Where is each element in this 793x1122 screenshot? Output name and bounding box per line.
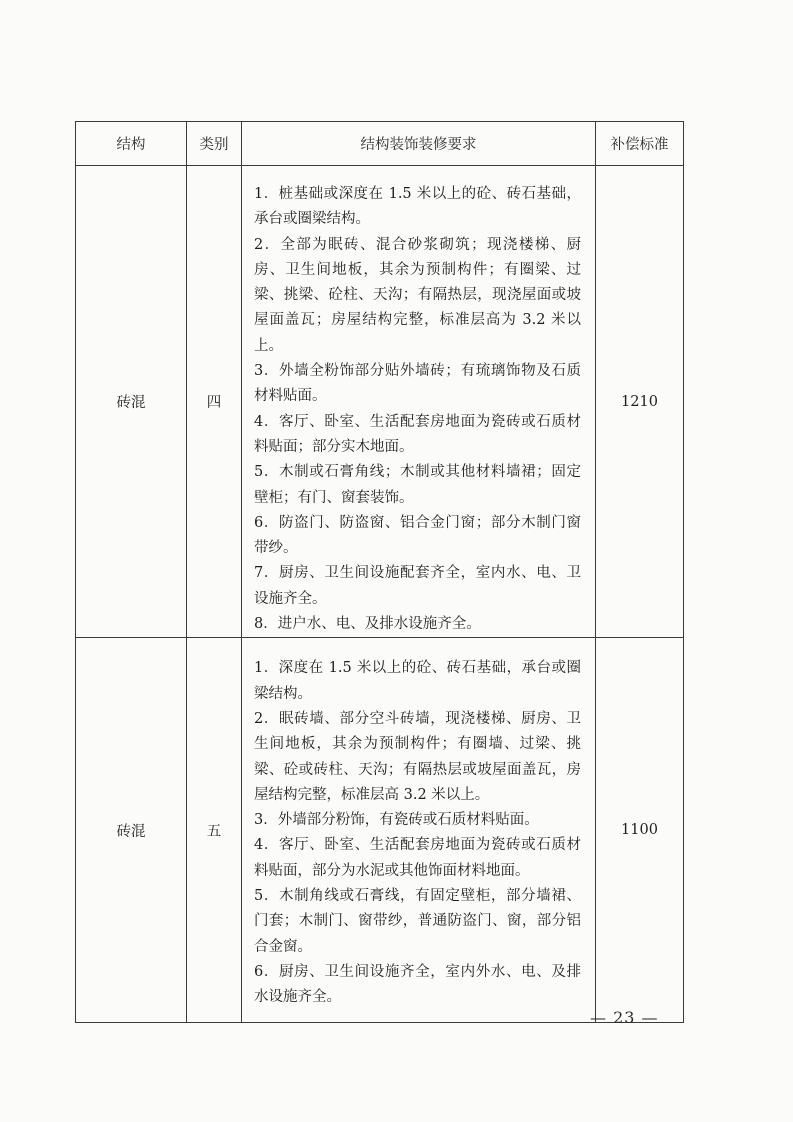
- header-requirements: 结构装饰装修要求: [242, 122, 596, 166]
- header-standard: 补偿标准: [596, 122, 684, 166]
- requirement-item: 7．厨房、卫生间设施配套齐全，室内水、电、卫设施齐全。: [254, 565, 581, 607]
- requirement-item: 4．客厅、卧室、生活配套房地面为瓷砖或石质材料贴面，部分为水泥或其他饰面材料地面。: [254, 837, 581, 879]
- requirement-item: 1．深度在 1.5 米以上的砼、砖石基础，承台或圈梁结构。: [254, 660, 581, 702]
- requirement-item: 1．桩基础或深度在 1.5 米以上的砼、砖石基础，承台或圈梁结构。: [254, 186, 581, 228]
- requirement-item: 2．眠砖墙、部分空斗砖墙，现浇楼梯、厨房、卫生间地板，其余为预制构件；有圈墙、过梁、挑梁、砼或砖柱、天沟；有隔热层或坡屋面盖瓦，房屋结构完整，标准层高 3.2 米以上。: [254, 710, 581, 803]
- cell-structure: 砖混: [76, 166, 187, 638]
- requirement-item: 8．进户水、电、及排水设施齐全。: [254, 616, 481, 633]
- cell-requirements: [242, 638, 596, 1023]
- requirements-list: [242, 166, 595, 637]
- requirement-item: 5．木制或石膏角线；木制或其他材料墙裙；固定壁柜；有门、窗套装饰。: [254, 464, 581, 506]
- compensation-standards-table: [75, 121, 684, 1023]
- cell-standard: 1100: [596, 638, 684, 1023]
- requirement-item: 2．全部为眠砖、混合砂浆砌筑；现浇楼梯、厨房、卫生间地板，其余为预制构件；有圈梁、过梁、挑梁、砼柱、天沟；有隔热层，现浇屋面或坡屋面盖瓦；房屋结构完整，标准层高为 3.2 米以上。: [254, 236, 581, 354]
- header-category: 类别: [187, 122, 242, 166]
- requirement-item: 5．木制角线或石膏线，有固定壁柜，部分墙裙、门套；木制门、窗带纱，普通防盗门、窗，部分铝合金窗。: [254, 888, 581, 955]
- page-number: — 23 —: [590, 1008, 659, 1027]
- requirement-item: 3．外墙全粉饰部分贴外墙砖；有琉璃饰物及石质材料贴面。: [254, 363, 581, 405]
- requirement-item: 3．外墙部分粉饰，有瓷砖或石质材料贴面。: [254, 812, 539, 829]
- cell-category: 四: [187, 166, 242, 638]
- cell-structure: 砖混: [76, 638, 187, 1023]
- cell-category: 五: [187, 638, 242, 1023]
- requirement-item: 6．防盗门、防盗窗、铝合金门窗；部分木制门窗带纱。: [254, 514, 581, 557]
- table-row: [76, 166, 684, 638]
- requirement-item: 4．客厅、卧室、生活配套房地面为瓷砖或石质材料贴面；部分实木地面。: [254, 413, 581, 455]
- header-structure: 结构: [76, 122, 187, 166]
- requirement-item: 6．厨房、卫生间设施齐全，室内外水、电、及排水设施齐全。: [254, 963, 581, 1006]
- table-row: [76, 638, 684, 1023]
- table-header-row: [76, 122, 684, 166]
- cell-requirements: [242, 166, 596, 638]
- cell-standard: 1210: [596, 166, 684, 638]
- requirements-list: [242, 638, 595, 1010]
